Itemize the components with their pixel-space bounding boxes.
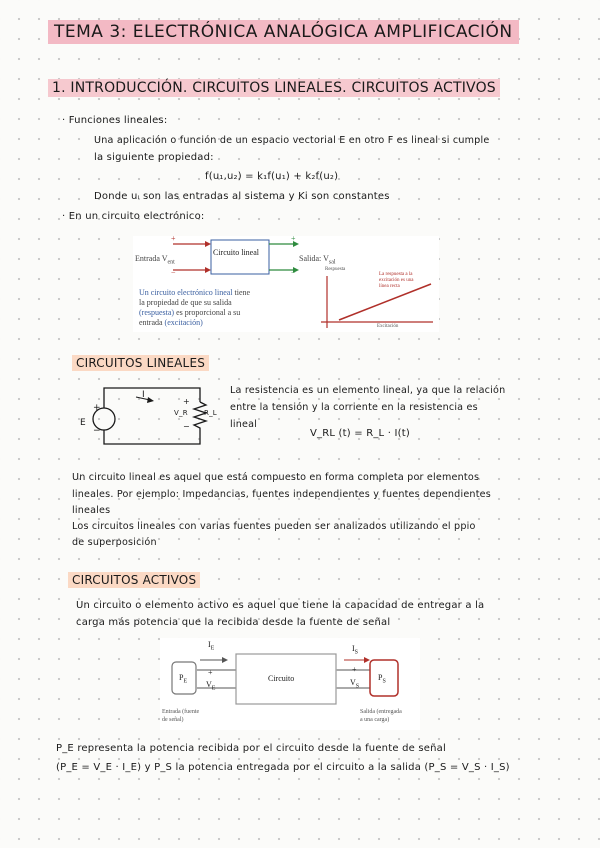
ohm-formula: V_RL (t) = R_L · I(t) xyxy=(310,428,410,439)
lineales-p2: lineales. Por ejemplo: Impedancias, fuentes independientes y fuentes dependientes xyxy=(72,489,491,500)
funciones-lineales-label: · Funciones lineales: xyxy=(62,115,168,126)
resistencia-desc2: entre la tensión y la corriente en la resistencia es xyxy=(230,402,478,413)
linear-circuit-label: Circuito lineal xyxy=(213,248,259,257)
pe-label: $P_E$ xyxy=(179,673,188,685)
linearity-formula: f(u₁,u₂) = k₁f(u₁) + k₂f(u₂) xyxy=(205,171,339,182)
is-label: $I_S$ xyxy=(352,644,359,656)
resistencia-desc3: lineal xyxy=(230,419,258,430)
source-minus: − xyxy=(93,426,101,436)
output-minus: − xyxy=(291,268,296,277)
input-label: Entrada $V_{ent}$ xyxy=(135,254,175,266)
circuit-source-label: E xyxy=(80,418,86,428)
lineales-p1: Un circuito lineal es aquel que está compuesto en forma completa por elementos xyxy=(72,472,480,483)
vs-label: $V_S$ xyxy=(350,678,360,690)
current-arrowhead xyxy=(147,397,154,403)
graph-xlabel: Excitación xyxy=(377,324,399,329)
activos-p1: Un circuito o elemento activo es aquel que tiene la capacidad de entregar a la xyxy=(76,600,485,611)
figure-linear-circuit xyxy=(133,236,439,332)
graph-note: La respuesta a la excitación es una línea recta xyxy=(379,272,414,289)
figure-active-circuit xyxy=(160,638,420,730)
activos-p2: carga más potencia que la recibida desde la fuente de señal xyxy=(76,617,391,628)
ie-arrowhead xyxy=(222,657,228,663)
lineales-p3: lineales xyxy=(72,505,111,516)
ie-label: $I_E$ xyxy=(208,640,215,652)
resistor-circuit-diagram xyxy=(80,380,220,450)
lineales-p4: Los circuitos lineales con varias fuentes pueden ser analizados utilizando el ppio xyxy=(72,521,476,532)
ve-label: $V_E$ xyxy=(206,680,216,692)
circuit-wire-bottom xyxy=(104,430,200,444)
entrada-caption: Entrada (fuente de señal) xyxy=(162,709,200,723)
circuit-current-label: I xyxy=(142,390,145,400)
linear-circuit-box xyxy=(211,240,269,274)
is-arrowhead xyxy=(364,657,370,663)
power-p2: (P_E = V_E · I_E) y P_S la potencia entregada por el circuito a la salida (P_S = V_S · I_S) xyxy=(56,762,510,773)
power-p1: P_E representa la potencia recibida por el circuito desde la fuente de señal xyxy=(56,743,446,754)
circuit-vr-label: V_R xyxy=(174,409,188,417)
funciones-where: Donde uᵢ son las entradas al sistema y Ki son constantes xyxy=(94,191,390,202)
resistencia-desc1: La resistencia es un elemento lineal, ya que la relación xyxy=(230,385,506,396)
funciones-line2: la siguiente propiedad: xyxy=(94,152,214,163)
subheading-circuitos-activos: CIRCUITOS ACTIVOS xyxy=(68,572,200,588)
lineales-p5: de superposición xyxy=(72,537,157,548)
vs-plus: + xyxy=(352,665,357,674)
figure1-caption: Un circuito electrónico lineal tiene la propiedad de que su salida (respuesta) es proporcional a su entrada (excitación) xyxy=(139,288,251,327)
resistor-plus: + xyxy=(183,397,190,406)
input-plus: + xyxy=(171,234,176,243)
section-heading-introduccion: 1. INTRODUCCIÓN. CIRCUITOS LINEALES. CIRCUITOS ACTIVOS xyxy=(48,79,500,97)
source-plus: + xyxy=(93,403,101,413)
subheading-circuitos-lineales: CIRCUITOS LINEALES xyxy=(72,355,209,371)
ve-plus: + xyxy=(208,668,213,677)
active-circuit-label: Circuito xyxy=(268,674,295,683)
output-plus: + xyxy=(291,234,296,243)
output-label: Salida: $V_{sal}$ xyxy=(299,254,336,266)
page-title: TEMA 3: ELECTRÓNICA ANALÓGICA AMPLIFICACIÓN xyxy=(48,20,519,44)
circuito-electronico-label: · En un circuito electrónico: xyxy=(62,211,205,222)
resistor-minus: − xyxy=(183,422,190,431)
input-arrowhead-bottom xyxy=(205,267,211,273)
input-arrowhead-top xyxy=(205,241,211,247)
input-minus: − xyxy=(171,268,176,277)
ps-label: $P_S$ xyxy=(378,673,386,685)
graph-ylabel: Respuesta xyxy=(325,267,346,272)
salida-caption: Salida (entregada a una carga) xyxy=(360,709,402,723)
circuit-r-label: R_L xyxy=(204,409,217,417)
funciones-line1: Una aplicación o función de un espacio vectorial E en otro F es lineal si cumple xyxy=(94,135,490,146)
